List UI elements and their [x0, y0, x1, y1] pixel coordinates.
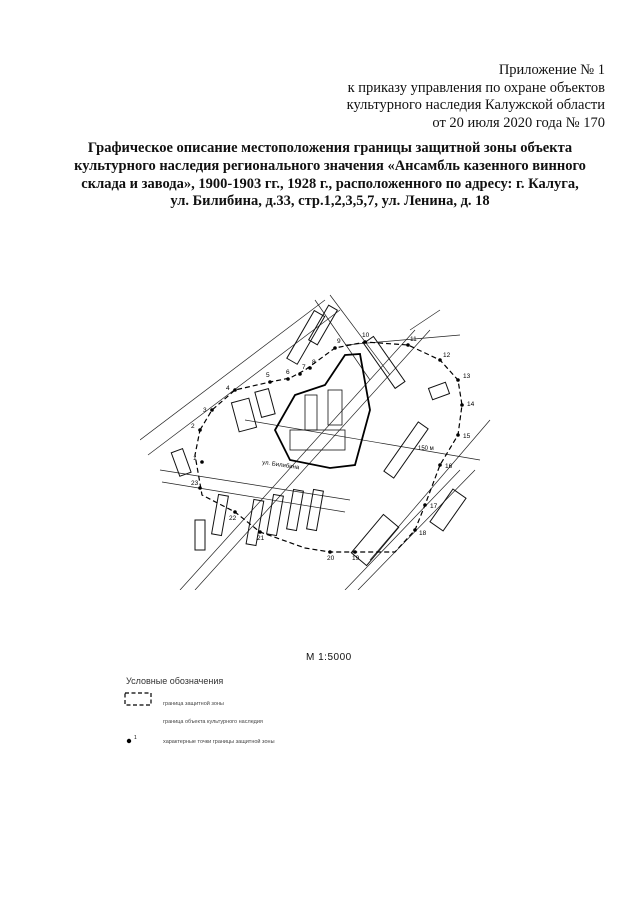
zone-point-marker	[210, 408, 214, 412]
zone-point-label: 19	[352, 555, 360, 562]
zone-point-label: 2	[191, 423, 195, 430]
zone-point-marker	[198, 486, 202, 490]
legend-marker-number: 1	[134, 735, 137, 741]
zone-point-marker	[200, 460, 204, 464]
zone-point-label: 5	[266, 372, 270, 379]
point-marker-symbol	[124, 734, 144, 746]
zone-point-marker	[460, 403, 464, 407]
zone-point-label: 20	[327, 555, 335, 562]
zone-point-label: 12	[443, 352, 451, 359]
legend-item-label: граница объекта культурного наследия	[163, 719, 263, 725]
zone-point-marker	[456, 433, 460, 437]
document-title	[60, 140, 600, 211]
map-scale: М 1:5000	[306, 652, 352, 663]
street-label: ул. Билибина	[261, 460, 300, 472]
title-line: склада и завода», 1900-1903 гг., 1928 г., расположенного по адресу: г. Калуга,	[81, 175, 579, 192]
zone-point-marker	[308, 366, 312, 370]
street-grid	[140, 295, 490, 590]
zone-point-marker	[286, 377, 290, 381]
zone-point-label: 8	[312, 359, 316, 366]
zone-point-marker	[438, 463, 442, 467]
zone-point-marker	[353, 550, 357, 554]
zone-point-label: 22	[229, 515, 237, 522]
zone-point-marker	[363, 340, 367, 344]
legend-item-label: характерные точки границы защитной зоны	[163, 739, 275, 745]
zone-point-label: 9	[337, 338, 341, 345]
zone-point-label: 7	[302, 364, 306, 371]
zone-point-marker	[406, 343, 410, 347]
zone-point-marker	[298, 372, 302, 376]
zone-point-label: 23	[191, 480, 199, 487]
zone-point-label: 4	[226, 385, 230, 392]
title-line: культурного наследия регионального значения «Ансамбль казенного винного	[74, 157, 586, 174]
order-date: от 20 июля 2020 года № 170	[432, 114, 605, 131]
zone-point-label: 17	[430, 503, 438, 510]
zone-boundary-symbol	[124, 692, 152, 706]
zone-point-label: 13	[463, 373, 471, 380]
zone-point-label: 10	[362, 332, 370, 339]
zone-point-label: 14	[467, 401, 475, 408]
appendix-number: Приложение № 1	[498, 62, 605, 78]
zone-point-marker	[268, 380, 272, 384]
zone-point-marker	[423, 503, 427, 507]
zone-point-marker	[233, 388, 237, 392]
site-plan-map	[140, 290, 510, 590]
title-line: Графическое описание местоположения границы защитной зоны объекта	[87, 140, 573, 156]
zone-point-marker	[258, 530, 262, 534]
zone-point-label: 6	[286, 369, 290, 376]
document-header	[347, 62, 605, 132]
zone-point-label: 15	[463, 433, 471, 440]
object-buildings	[290, 390, 345, 450]
zone-point-label: 16	[445, 463, 453, 470]
legend-title: Условные обозначения	[126, 676, 224, 686]
title-line: ул. Билибина, д.33, стр.1,2,3,5,7, ул. Ленина, д. 18	[170, 193, 490, 210]
zone-point-label: 18	[419, 530, 427, 537]
zone-point-marker	[198, 428, 202, 432]
zone-point-marker	[456, 378, 460, 382]
zone-point-label: 21	[257, 535, 265, 542]
legend-item-label: граница защитной зоны	[163, 701, 224, 707]
zone-point-marker	[438, 358, 442, 362]
zone-point-marker	[413, 528, 417, 532]
zone-point-marker	[233, 510, 237, 514]
order-reference: к приказу управления по охране объектов	[347, 79, 605, 96]
zone-point-marker	[328, 550, 332, 554]
zone-point-marker	[333, 346, 337, 350]
authority-name: культурного наследия Калужской области	[346, 97, 605, 113]
buildings	[171, 305, 466, 565]
zone-point-label: 11	[410, 336, 417, 343]
zone-point-label: 3	[203, 407, 207, 414]
zone-point-label: 1	[193, 455, 197, 462]
distance-label: 150 м	[418, 446, 434, 452]
